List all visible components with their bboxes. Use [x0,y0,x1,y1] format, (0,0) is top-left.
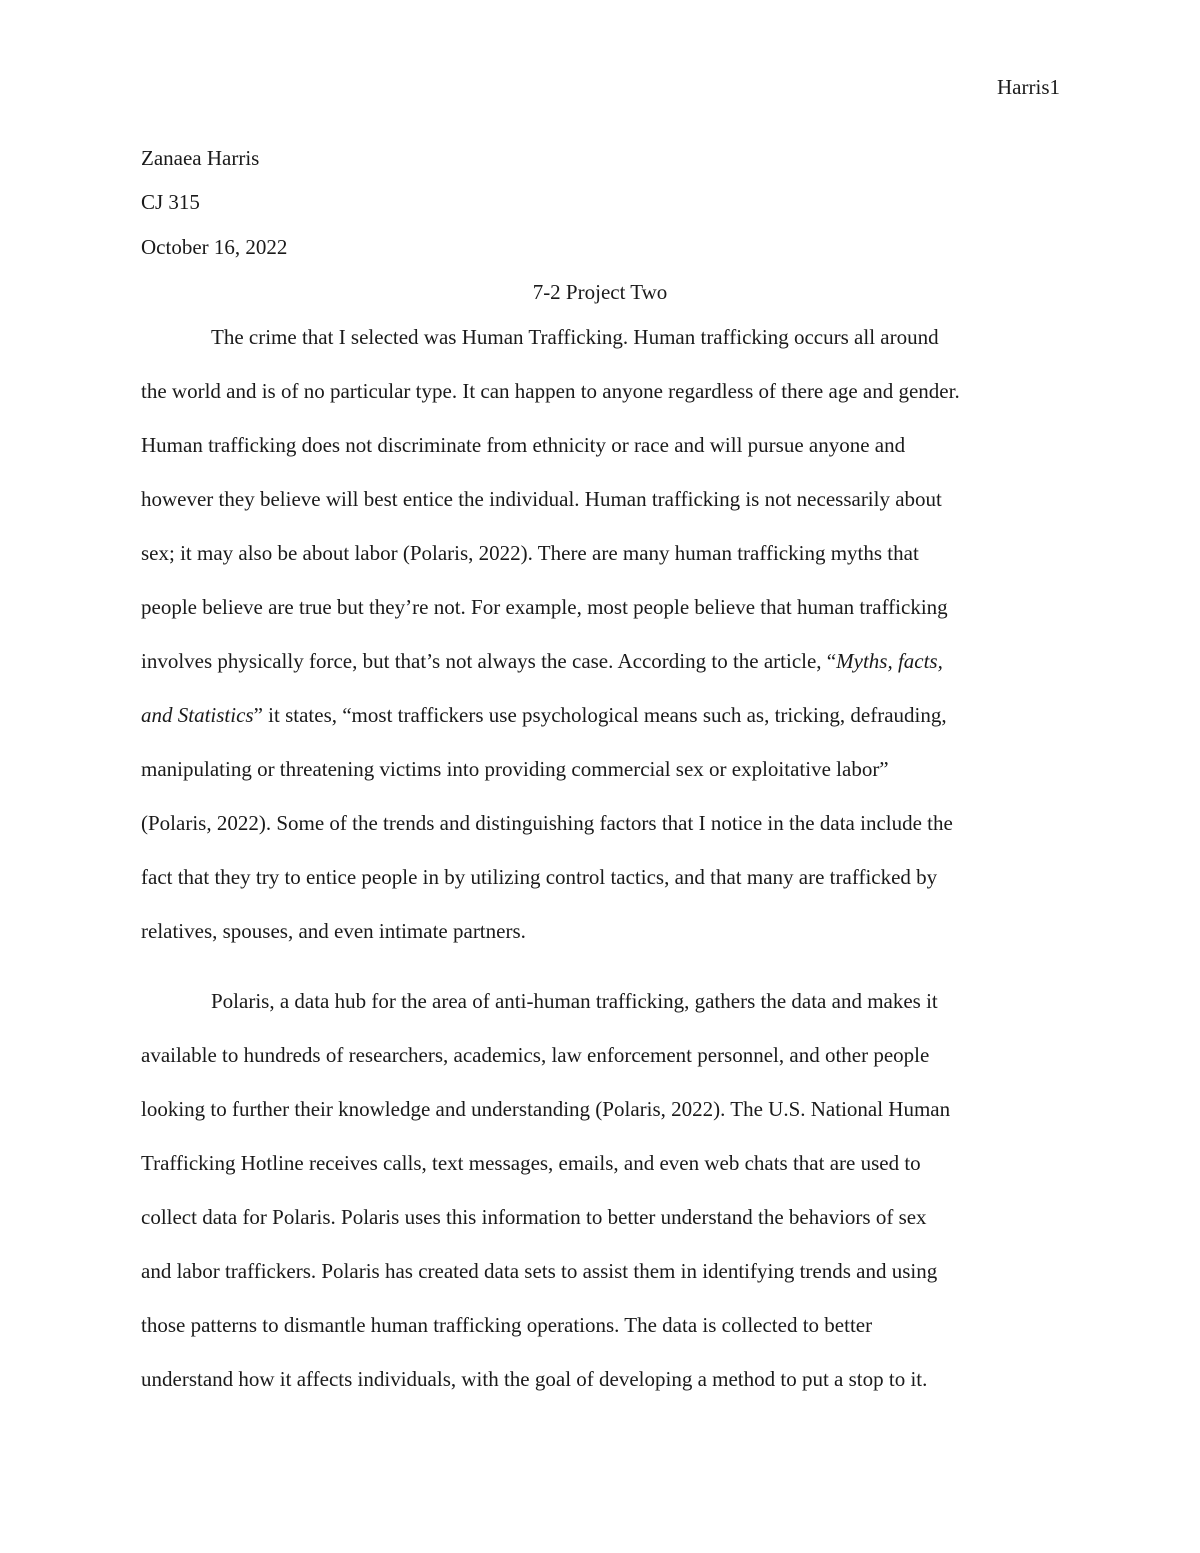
paragraph-line: manipulating or threatening victims into providing commercial sex or exploitative labor” [141,757,889,781]
paragraph-line: however they believe will best entice the individual. Human trafficking is not necessarily about [141,487,942,511]
paragraph-line: understand how it affects individuals, with the goal of developing a method to put a stop to it. [141,1367,928,1391]
paragraph-line: collect data for Polaris. Polaris uses this information to better understand the behaviors of sex [141,1205,927,1229]
paragraph-line: people believe are true but they’re not. For example, most people believe that human trafficking [141,595,948,619]
paragraph-line [141,648,943,674]
paragraph-text: ” it states, “most traffickers use psychological means such as, tricking, defrauding, [253,703,947,727]
paragraph-line: Polaris, a data hub for the area of anti-human trafficking, gathers the data and makes it [211,989,938,1013]
paragraph-line: The crime that I selected was Human Trafficking. Human trafficking occurs all around [211,325,939,349]
paragraph-line: (Polaris, 2022). Some of the trends and distinguishing factors that I notice in the data include the [141,811,953,835]
article-title: and Statistics [141,703,254,727]
paragraph-line: looking to further their knowledge and understanding (Polaris, 2022). The U.S. National Human [141,1097,951,1121]
course-code: CJ 315 [141,190,200,214]
paragraph-text: involves physically force, but that’s not always the case. According to the article, “ [141,649,837,673]
paragraph-line: available to hundreds of researchers, academics, law enforcement personnel, and other people [141,1043,930,1067]
paragraph-line: sex; it may also be about labor (Polaris, 2022). There are many human trafficking myths that [141,541,919,565]
paragraph-line: the world and is of no particular type. It can happen to anyone regardless of there age and gender. [141,379,960,403]
paragraph-line: those patterns to dismantle human trafficking operations. The data is collected to better [141,1313,873,1337]
paragraph-line: Human trafficking does not discriminate from ethnicity or race and will pursue anyone and [141,433,906,457]
paragraph-line: fact that they try to entice people in by utilizing control tactics, and that many are trafficked by [141,865,938,889]
paragraph-line: relatives, spouses, and even intimate partners. [141,919,526,943]
paragraph-line: and labor traffickers. Polaris has created data sets to assist them in identifying trends and using [141,1259,938,1283]
paragraph-line: Trafficking Hotline receives calls, text messages, emails, and even web chats that are used to [141,1151,921,1175]
paper-date: October 16, 2022 [141,235,288,259]
author-name: Zanaea Harris [141,146,260,170]
paper-title: 7-2 Project Two [532,280,668,304]
running-head: Harris1 [997,75,1060,99]
paragraph-line [141,702,947,728]
article-title: Myths, facts, [836,649,943,673]
